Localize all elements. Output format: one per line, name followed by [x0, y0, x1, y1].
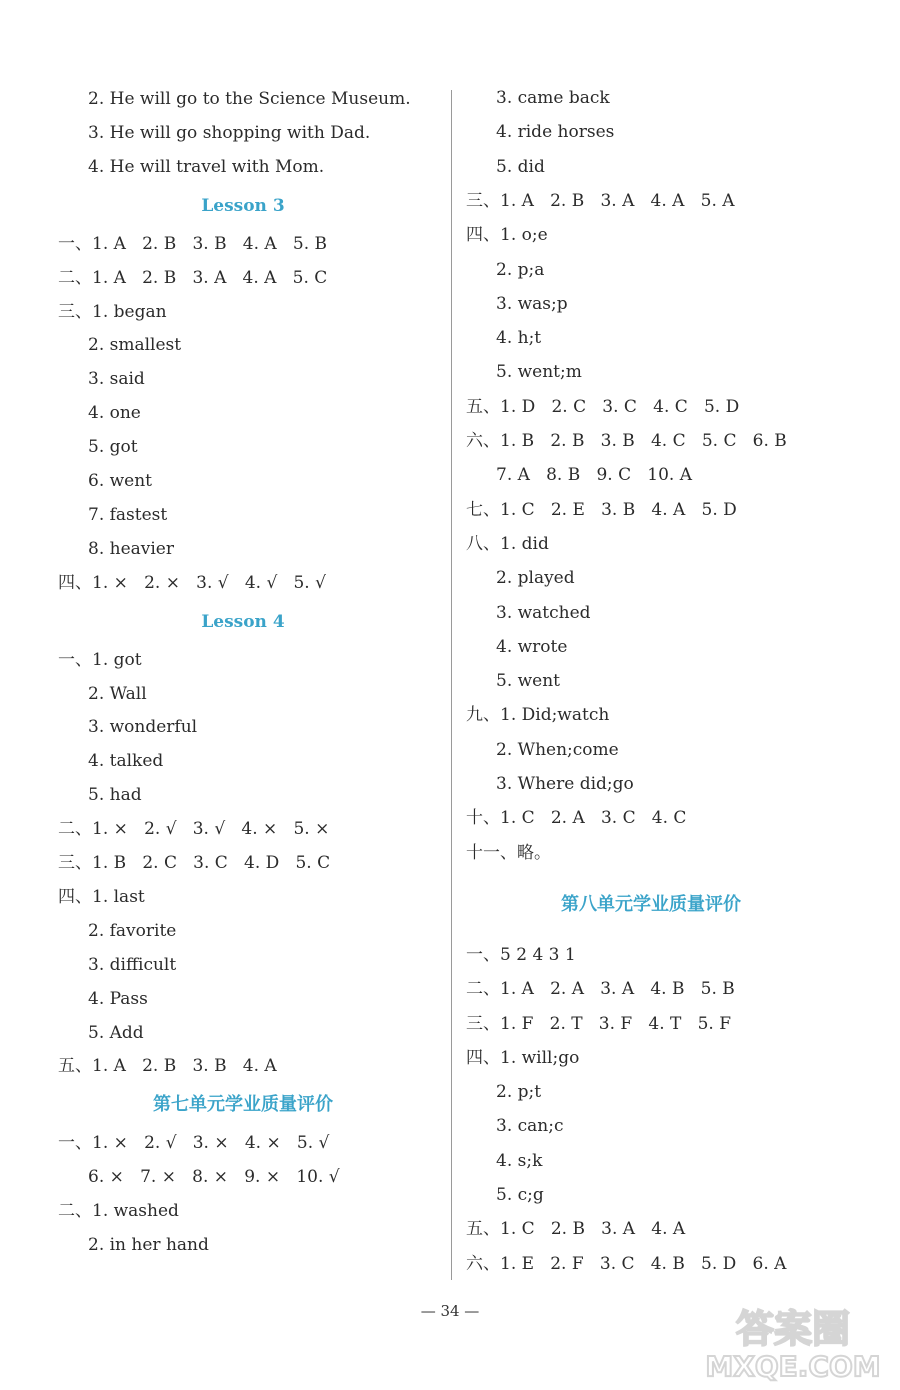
column-divider: [451, 90, 452, 1280]
section-heading: 第七单元学业质量评价: [153, 1094, 333, 1116]
answer-line: 五、1. D 2. C 3. C 4. C 5. D: [466, 396, 740, 417]
answer-subline: 2. Wall: [88, 683, 147, 704]
answer-line: 十、1. C 2. A 3. C 4. C: [466, 808, 687, 829]
answer-subline: 4. ride horses: [496, 122, 615, 143]
answer-line: 六、1. B 2. B 3. B 4. C 5. C 6. B: [466, 431, 787, 451]
answer-line: 五、1. C 2. B 3. A 4. A: [466, 1219, 686, 1240]
section-heading: 第八单元学业质量评价: [561, 893, 741, 915]
answer-subline: 3. came back: [496, 88, 610, 108]
section-heading: Lesson 4: [201, 611, 285, 632]
answer-subline: 2. He will go to the Science Museum.: [88, 89, 411, 109]
answer-line: 三、1. A 2. B 3. A 4. A 5. A: [466, 190, 735, 211]
answer-line: 八、1. did: [466, 533, 549, 554]
answer-subline: 2. played: [496, 568, 575, 589]
answer-line: 一、1. × 2. √ 3. × 4. × 5. √: [58, 1133, 330, 1154]
answer-subline: 5. got: [88, 437, 138, 458]
answer-line: 四、1. × 2. × 3. √ 4. √ 5. √: [58, 572, 326, 593]
answer-subline: 5. went: [496, 671, 561, 692]
answer-subline: 4. He will travel with Mom.: [88, 156, 325, 177]
answer-subline: 3. difficult: [88, 954, 177, 975]
answer-subline: 2. in her hand: [88, 1235, 209, 1255]
answer-subline: 3. wonderful: [88, 717, 198, 738]
answer-subline: 5. had: [88, 785, 142, 806]
answer-line: 四、1. o;e: [466, 225, 548, 246]
answer-line: 二、1. × 2. √ 3. √ 4. × 5. ×: [58, 819, 330, 840]
answer-line: 五、1. A 2. B 3. B 4. A: [58, 1056, 277, 1077]
answer-line: 三、1. F 2. T 3. F 4. T 5. F: [466, 1013, 732, 1034]
answer-subline: 5. c;g: [496, 1185, 544, 1205]
page-number: — 34 —: [420, 1302, 480, 1320]
watermark-logo: [698, 1302, 888, 1382]
answer-subline: 5. Add: [88, 1022, 144, 1043]
answer-subline: 2. p;a: [496, 259, 545, 280]
answer-subline: 5. went;m: [496, 362, 582, 383]
answer-line: 九、1. Did;watch: [466, 705, 610, 726]
answer-subline: 8. heavier: [88, 538, 174, 559]
answer-subline: 4. wrote: [496, 636, 568, 657]
answer-subline: 3. He will go shopping with Dad.: [88, 122, 371, 143]
answer-line: 三、1. began: [58, 301, 167, 322]
answer-subline: 3. Where did;go: [496, 774, 634, 794]
answer-subline: 5. did: [496, 156, 545, 177]
answer-line: 十一、略。: [466, 842, 551, 863]
answer-line: 四、1. will;go: [466, 1047, 580, 1068]
answer-subline: 4. s;k: [496, 1150, 543, 1171]
answer-subline: 3. was;p: [496, 293, 568, 314]
answer-line: 二、1. A 2. B 3. A 4. A 5. C: [58, 267, 328, 288]
answer-line: 二、1. washed: [58, 1201, 179, 1222]
watermark-line1: 答案圈: [735, 1307, 851, 1351]
answer-subline: 2. smallest: [88, 335, 182, 356]
answer-line: 一、5 2 4 3 1: [466, 944, 576, 965]
answer-subline: 3. said: [88, 369, 145, 390]
answer-subline: 2. p;t: [496, 1082, 542, 1103]
answer-subline: 4. Pass: [88, 988, 148, 1009]
answer-line: 二、1. A 2. A 3. A 4. B 5. B: [466, 979, 735, 1000]
answer-subline: 6. × 7. × 8. × 9. × 10. √: [88, 1167, 340, 1188]
answer-line: 七、1. C 2. E 3. B 4. A 5. D: [466, 499, 737, 520]
answer-subline: 4. one: [88, 403, 141, 424]
answer-subline: 7. A 8. B 9. C 10. A: [496, 465, 692, 486]
answer-subline: 3. can;c: [496, 1116, 564, 1137]
answer-line: 一、1. A 2. B 3. B 4. A 5. B: [58, 233, 327, 254]
answer-subline: 6. went: [88, 471, 153, 491]
watermark-line2: MXQE.COM: [705, 1350, 881, 1382]
answer-subline: 4. h;t: [496, 328, 542, 349]
answer-subline: 3. watched: [496, 602, 591, 623]
section-heading: Lesson 3: [201, 195, 285, 216]
answer-line: 六、1. E 2. F 3. C 4. B 5. D 6. A: [466, 1253, 787, 1274]
answer-subline: 7. fastest: [88, 504, 168, 525]
answer-line: 四、1. last: [58, 886, 145, 907]
answer-subline: 2. When;come: [496, 739, 619, 760]
answer-subline: 2. favorite: [88, 920, 177, 941]
answer-line: 三、1. B 2. C 3. C 4. D 5. C: [58, 853, 331, 873]
answer-line: 一、1. got: [58, 649, 142, 670]
answer-subline: 4. talked: [88, 751, 164, 772]
